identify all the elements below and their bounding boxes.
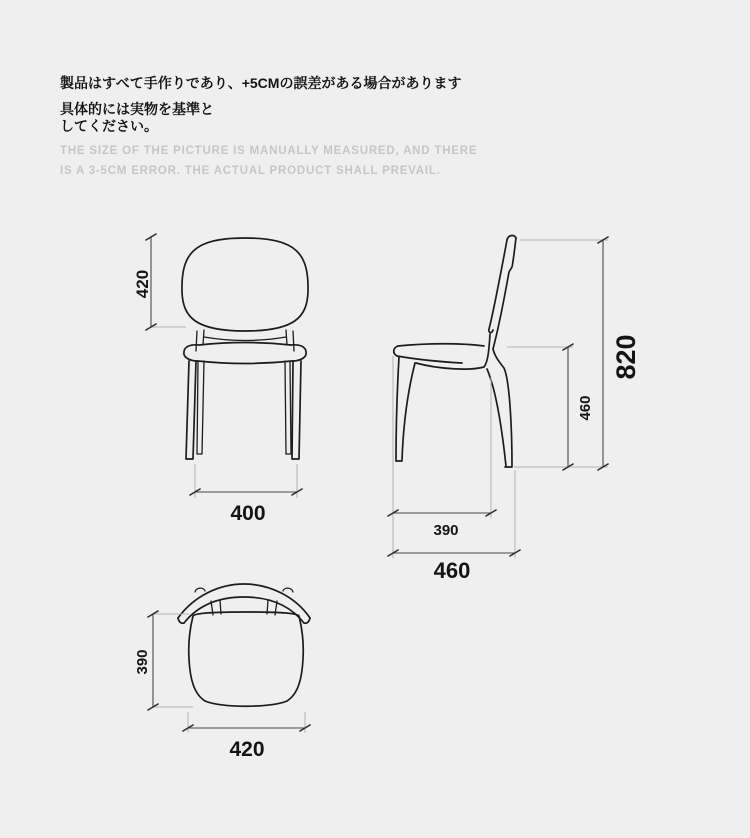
side-overall-height-label: 820 bbox=[611, 334, 641, 380]
front-front-leg-left bbox=[186, 361, 196, 459]
side-seat-depth-dimension bbox=[388, 356, 496, 558]
side-view-chair-drawing bbox=[394, 236, 516, 467]
extension-line bbox=[195, 464, 297, 498]
front-back-post-right bbox=[286, 330, 294, 351]
side-front-leg-back bbox=[402, 363, 415, 460]
front-height-dimension bbox=[133, 234, 186, 330]
side-seat-height-dimension bbox=[507, 344, 594, 470]
side-backrest-inner bbox=[489, 240, 507, 333]
side-back-frame-outer bbox=[493, 349, 512, 466]
top-screw-cap-left bbox=[195, 588, 205, 592]
side-seat-top bbox=[398, 344, 484, 346]
front-rear-leg-left bbox=[197, 361, 204, 454]
top-seat-depth-label: 390 bbox=[134, 649, 151, 675]
side-seat-height-label: 460 bbox=[577, 395, 594, 421]
top-seat bbox=[189, 612, 304, 706]
side-front-leg-front bbox=[396, 357, 399, 460]
notice-jp-line2: 具体的には実物を基準と bbox=[60, 101, 214, 117]
side-seat-nose bbox=[394, 346, 398, 356]
front-rear-leg-right bbox=[285, 361, 291, 454]
side-back-leg-inner bbox=[487, 369, 506, 466]
notice-en-line2: IS A 3-5CM ERROR. THE ACTUAL PRODUCT SHALL PREVAIL. bbox=[60, 165, 441, 177]
top-view bbox=[134, 584, 310, 761]
top-backrest-bar-cap-left bbox=[178, 618, 184, 623]
top-width-dimension bbox=[183, 712, 310, 761]
side-overall-depth-label: 460 bbox=[433, 558, 471, 583]
side-seat-bottom bbox=[397, 356, 462, 363]
front-backrest-height-label: 420 bbox=[133, 269, 152, 299]
front-view bbox=[133, 234, 308, 525]
top-backrest-bar-bottom bbox=[184, 597, 304, 623]
front-leg-width-label: 400 bbox=[230, 502, 266, 525]
extension-line bbox=[514, 240, 608, 467]
top-view-chair-drawing bbox=[178, 584, 310, 706]
front-view-chair-drawing bbox=[182, 238, 308, 459]
top-screw-cap-right bbox=[283, 588, 293, 592]
side-view bbox=[388, 236, 641, 583]
top-depth-dimension bbox=[134, 611, 193, 710]
extension-line bbox=[188, 712, 305, 733]
extension-line bbox=[153, 614, 193, 707]
front-seat bbox=[184, 343, 306, 364]
side-under-rail bbox=[416, 334, 490, 369]
front-back-rail bbox=[204, 337, 286, 341]
side-overall-height-dimension bbox=[514, 237, 641, 470]
top-seat-width-label: 420 bbox=[229, 738, 265, 761]
top-backrest-bar-cap-right bbox=[304, 618, 310, 623]
front-width-dimension bbox=[190, 464, 302, 525]
side-seat-depth-label: 390 bbox=[433, 522, 459, 539]
side-backrest-cap bbox=[507, 236, 516, 240]
notice-en-line1: THE SIZE OF THE PICTURE IS MANUALLY MEASURED, AND THERE bbox=[60, 145, 478, 157]
notice-jp-line1: 製品はすべて手作りであり、+5CMの誤差がある場合があります bbox=[60, 75, 462, 91]
front-back-post-left bbox=[196, 330, 204, 351]
notice-jp-line3: してください。 bbox=[60, 118, 158, 134]
front-front-leg-right bbox=[292, 361, 301, 459]
front-backrest bbox=[182, 238, 308, 331]
